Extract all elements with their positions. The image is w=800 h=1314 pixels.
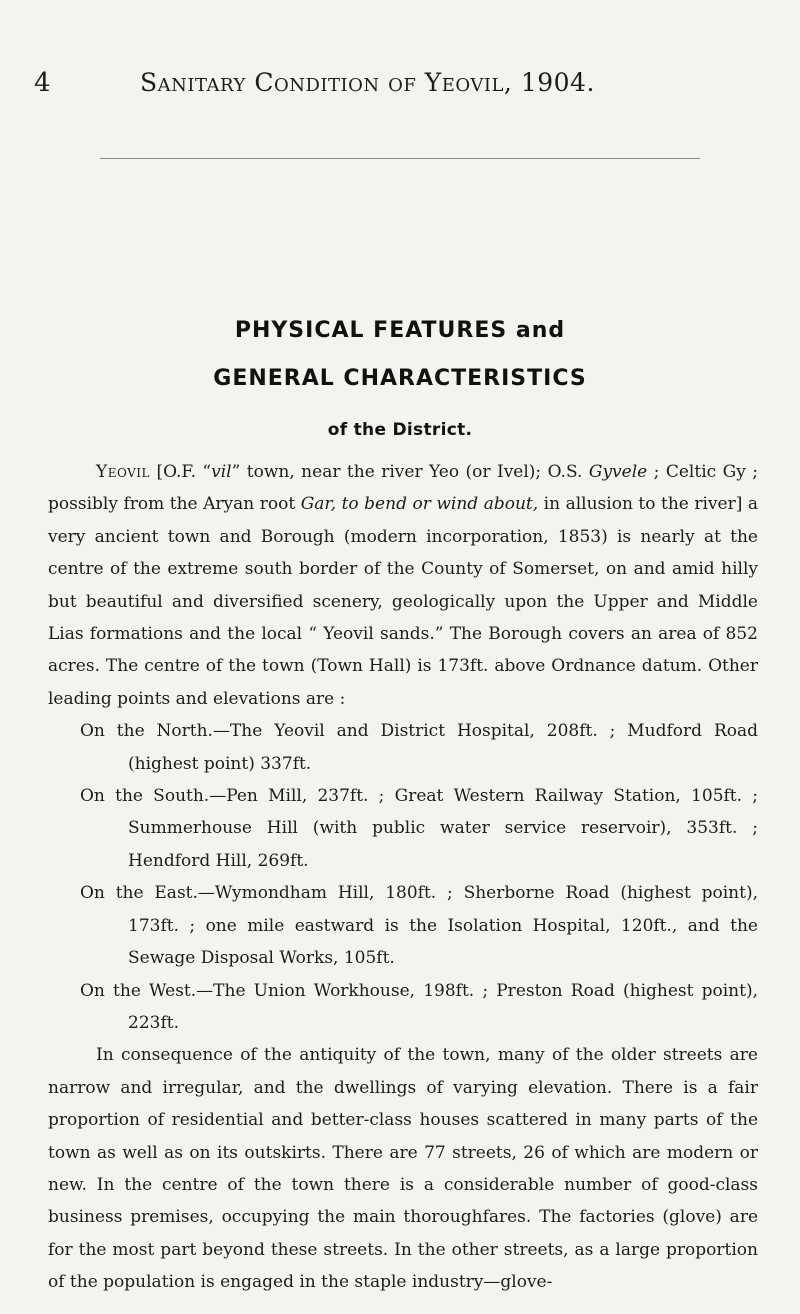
elevation-north: On the North.—The Yeovil and District Hospital, 208ft. ; Mudford Road (highest point) 337ft. (80, 721, 758, 774)
intro-gyvele: Gyvele (588, 462, 648, 482)
intro-part-1: [O.F. “ (149, 462, 212, 482)
elevation-south: On the South.—Pen Mill, 237ft. ; Great Western Railway Station, 105ft. ; Summerhouse Hill (with public water service reservoir), 353ft. ; Hendford Hill, 269ft. (80, 786, 758, 871)
running-title: Sanitary Condition of Yeovil, 1904. (140, 68, 595, 97)
section-title-line-3: of the District. (327, 420, 473, 440)
running-header (0, 68, 800, 108)
lead-word: Yeovil (96, 462, 150, 482)
body-text (48, 456, 758, 1299)
section-title-line-1: PHYSICAL FEATURES and (234, 318, 566, 343)
page-number: 4 (34, 68, 51, 98)
intro-part-2: ” town, near the river Yeo (or Ivel); O.S. (231, 462, 589, 482)
elevation-east: On the East.—Wymondham Hill, 180ft. ; Sherborne Road (highest point), 173ft. ; one mile eastward is the Isolation Hospital, 120ft., and the Sewage Disposal Works, 105ft. (80, 883, 758, 969)
header-rule (100, 158, 700, 159)
section-title-line-2: GENERAL CHARACTERISTICS (213, 366, 587, 391)
intro-paragraph (48, 456, 758, 715)
intro-part-4: in allusion to the river] a very ancient town and Borough (modern incorporation, 1853) is nearly at the centre of the extreme south border of the County of Somerset, on and amid hilly but beautiful and diversified scenery, geologically upon the Upper and Middle Lias formations and the local “ Yeovil sands.” The Borough covers an area of 852 acres. The centre of the town (Town Hall) is 173ft. above Ordnance datum. Other leading points and elevations are : (48, 494, 759, 709)
closing-paragraph: In consequence of the antiquity of the town, many of the older streets are narrow and irregular, and the dwellings of varying elevation. There is a fair proportion of residential and better-class houses scattered in many parts of the town as well as on its outskirts. There are 77 streets, 26 of which are modern or new. In the centre of the town there is a considerable number of good-class business premises, occupying the main thoroughfares. The factories (glove) are for the most part beyond these streets. In the other streets, as a large proportion of the population is engaged in the staple industry—glove- (48, 1045, 758, 1293)
intro-gar: Gar, to bend or wind about, (300, 494, 539, 515)
elevation-west: On the West.—The Union Workhouse, 198ft. ; Preston Road (highest point), 223ft. (80, 980, 758, 1033)
intro-vil: vil (211, 462, 232, 482)
intro-part-3: ; Celtic Gy ; possibly from the Aryan root (48, 462, 758, 515)
